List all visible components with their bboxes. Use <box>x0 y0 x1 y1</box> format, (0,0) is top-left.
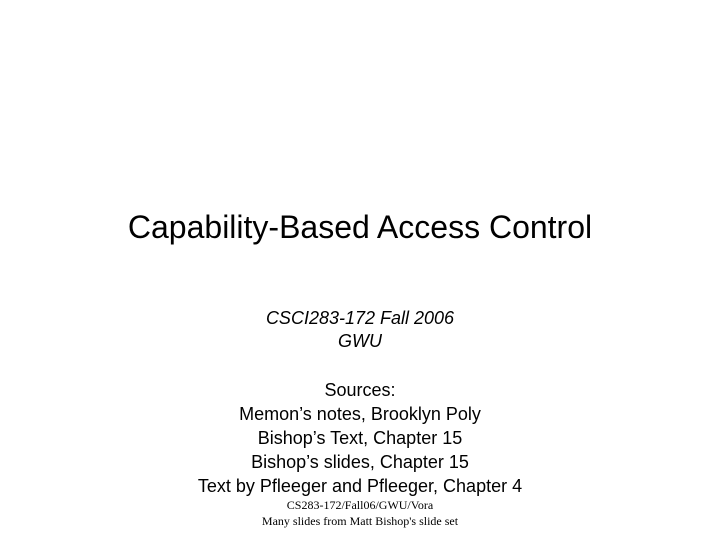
source-item: Memon’s notes, Brooklyn Poly <box>239 404 481 424</box>
footer-course-line: CS283-172/Fall06/GWU/Vora <box>286 498 434 512</box>
course-code: CSCI283-172 Fall 2006 <box>265 308 455 328</box>
slide-footer <box>0 497 720 529</box>
institution: GWU <box>338 331 382 351</box>
source-item: Bishop’s slides, Chapter 15 <box>251 452 469 472</box>
course-info <box>0 307 720 353</box>
slide-title: Capability-Based Access Control <box>127 209 593 245</box>
source-item: Bishop’s Text, Chapter 15 <box>257 428 463 448</box>
source-item: Text by Pfleeger and Pfleeger, Chapter 4 <box>197 476 523 496</box>
footer-credit-line: Many slides from Matt Bishop's slide set <box>261 514 459 528</box>
sources-heading: Sources: <box>324 380 396 400</box>
sources-list <box>0 378 720 498</box>
